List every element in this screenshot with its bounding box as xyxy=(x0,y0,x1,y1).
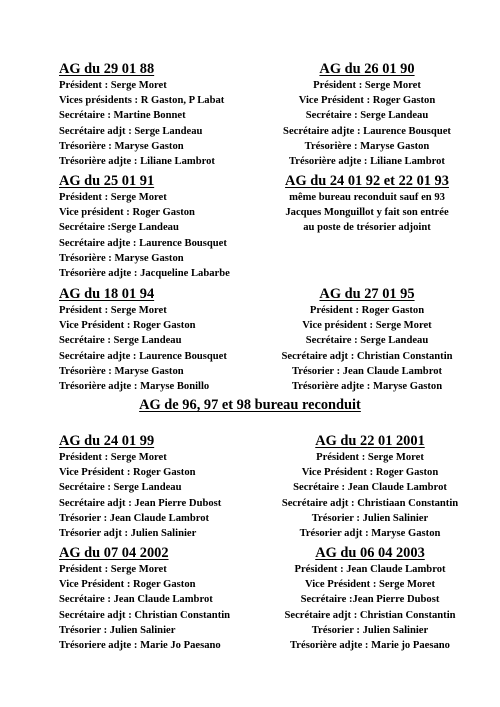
entry-line: Secrétaire : Serge Landeau xyxy=(59,335,182,347)
entry-line: Vice Président : Roger Gaston xyxy=(301,467,439,479)
entry-line: Secrétaire adjt : Serge Landeau xyxy=(59,125,203,137)
entry-line: au poste de trésorier adjoint xyxy=(303,222,431,234)
entry-line: Secrétaire : Jean Claude Lambrot xyxy=(293,482,447,494)
entry-line: Secrétaire adjt : Christian Constantin xyxy=(284,609,456,621)
entry-line: Secrétaire : Serge Landeau xyxy=(305,110,429,122)
section-ag-2003 xyxy=(265,544,475,653)
entry-line: Secrétaire adjt : Christian Constantin xyxy=(281,350,453,362)
entry-line: Vice Président : Roger Gaston xyxy=(59,320,196,332)
entry-line: Président : Serge Moret xyxy=(59,452,167,463)
entry-line: Trésorier adjt : Julien Salinier xyxy=(59,528,197,540)
section-title: AG du 26 01 90 xyxy=(319,61,415,77)
entry-line: Trésorier : Julien Salinier xyxy=(311,624,429,636)
section-ag-2002 xyxy=(59,544,230,653)
section-title: AG du 07 04 2002 xyxy=(59,545,169,561)
entry-line: Vice président : Serge Moret xyxy=(302,320,432,332)
section-ag-1999 xyxy=(59,432,221,541)
entry-line: Trésorier : Julien Salinier xyxy=(59,624,176,636)
entry-line: Trésorier : Jean Claude Lambrot xyxy=(59,512,210,524)
entry-line: Trésorière adjte : Marie jo Paesano xyxy=(290,640,450,652)
section-ag-1991 xyxy=(59,172,230,281)
entry-line: Jacques Monguillot y fait son entrée xyxy=(285,207,449,219)
entry-line: Président : Serge Moret xyxy=(316,452,424,463)
entry-line: Secrétaire adjt : Christiaan Constantin xyxy=(281,497,459,509)
entry-line: Président : Serge Moret xyxy=(59,564,167,575)
entry-line: Président : Serge Moret xyxy=(59,192,167,203)
entry-line: Vice président : Roger Gaston xyxy=(59,207,195,219)
entry-line: Président : Serge Moret xyxy=(59,305,167,316)
entry-line: Trésorier : Jean Claude Lambrot xyxy=(291,365,443,377)
entry-line: même bureau reconduit sauf en 93 xyxy=(289,192,445,203)
entry-line: Secrétaire adjte : Laurence Bousquet xyxy=(59,350,227,362)
section-title: AG du 18 01 94 xyxy=(59,286,155,302)
entry-line: Secrétaire :Jean Pierre Dubost xyxy=(300,594,440,606)
entry-line: Président : Roger Gaston xyxy=(309,305,425,316)
bureau-reconduit-heading: AG de 96, 97 et 98 bureau reconduit xyxy=(139,397,361,413)
section-ag-1995 xyxy=(262,285,472,394)
section-title: AG du 24 01 92 et 22 01 93 xyxy=(285,173,449,189)
section-title: AG du 27 01 95 xyxy=(319,286,415,302)
entry-line: Trésorière : Maryse Gaston xyxy=(304,140,430,152)
section-title: AG du 24 01 99 xyxy=(59,433,155,449)
entry-line: Président : Serge Moret xyxy=(313,80,421,91)
entry-line: Trésorière adjte : Liliane Lambrot xyxy=(289,156,445,168)
section-title: AG du 06 04 2003 xyxy=(315,545,425,561)
entry-line: Secrétaire : Serge Landeau xyxy=(59,482,182,494)
section-ag-1992-1993 xyxy=(262,172,472,236)
entry-line: Trésorière adjte : Jacqueline Labarbe xyxy=(59,268,230,280)
section-title: AG du 22 01 2001 xyxy=(315,433,425,449)
entry-line: Vice Président : Serge Moret xyxy=(304,579,435,591)
entry-line: Secrétaire adjte : Laurence Bousquet xyxy=(59,237,227,249)
entry-line: Vices présidents : R Gaston, P Labat xyxy=(59,95,225,107)
entry-line: Trésorière : Maryse Gaston xyxy=(59,140,184,152)
entry-line: Président : Jean Claude Lambrot xyxy=(294,564,446,575)
entry-line: Vice Président : Roger Gaston xyxy=(59,467,196,479)
entry-line: Trésorière : Maryse Gaston xyxy=(59,252,184,264)
entry-line: Vice Président : Roger Gaston xyxy=(59,579,196,591)
entry-line: Secrétaire : Martine Bonnet xyxy=(59,110,186,122)
entry-line: Secrétaire adjt : Christian Constantin xyxy=(59,609,231,621)
section-title: AG du 29 01 88 xyxy=(59,61,155,77)
entry-line: Président : Serge Moret xyxy=(59,80,167,91)
entry-line: Secrétaire : Serge Landeau xyxy=(305,335,429,347)
entry-line: Secrétaire :Serge Landeau xyxy=(59,222,179,234)
entry-line: Trésorier : Julien Salinier xyxy=(311,512,429,524)
entry-line: Trésorière : Maryse Gaston xyxy=(59,365,184,377)
entry-line: Trésorière adjte : Maryse Gaston xyxy=(291,381,443,393)
entry-line: Trésorière adjte : Liliane Lambrot xyxy=(59,156,215,168)
section-ag-1994 xyxy=(59,285,227,394)
section-title: AG du 25 01 91 xyxy=(59,173,155,189)
entry-line: Trésorière adjte : Maryse Bonillo xyxy=(59,381,210,393)
entry-line: Trésorier adjt : Maryse Gaston xyxy=(299,528,441,540)
section-ag-1988 xyxy=(59,60,224,169)
entry-line: Secrétaire adjte : Laurence Bousquet xyxy=(283,125,451,137)
entry-line: Secrétaire adjt : Jean Pierre Dubost xyxy=(59,497,222,509)
entry-line: Vice Président : Roger Gaston xyxy=(298,95,436,107)
entry-line: Trésoriere adjte : Marie Jo Paesano xyxy=(59,640,221,652)
section-ag-2001 xyxy=(265,432,475,541)
section-ag-1990 xyxy=(262,60,472,169)
entry-line: Secrétaire : Jean Claude Lambrot xyxy=(59,594,213,606)
